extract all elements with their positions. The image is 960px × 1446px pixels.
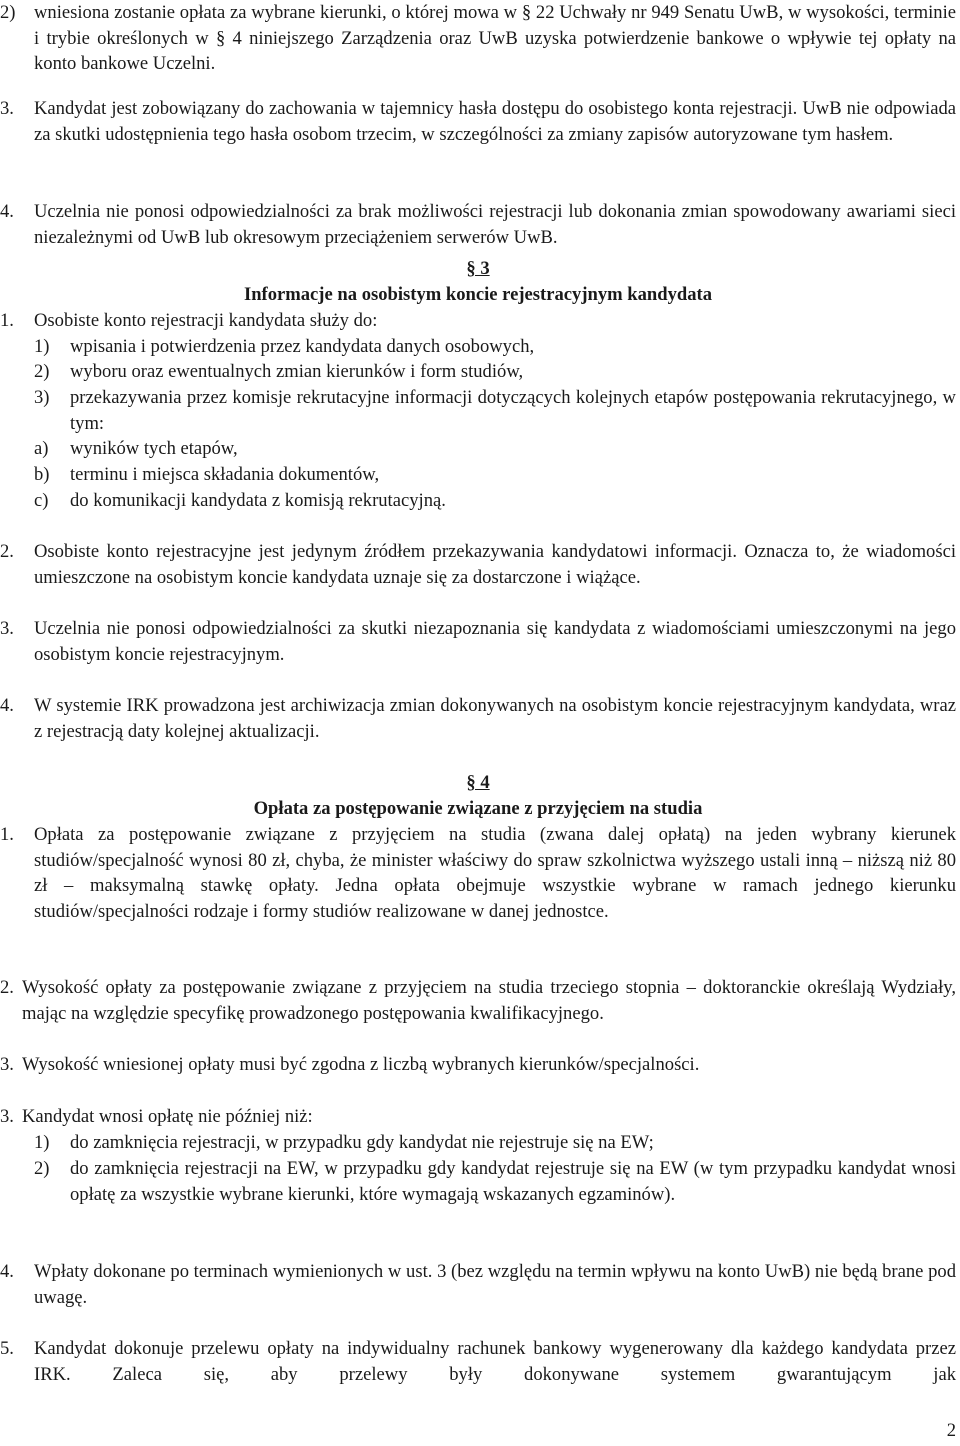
item-text: wyników tych etapów, [70,438,238,459]
paragraph [0,199,956,250]
list-item [34,1156,956,1207]
paragraph [0,1052,956,1078]
list-item [0,0,956,77]
item-number: 1) [34,1132,50,1153]
paragraph [0,693,956,744]
paragraph-text: Wpłaty dokonane po terminach wymienionych w ust. 3 (bez względu na termin wpływu na konto UwB) nie będą brane pod uwagę. [34,1261,956,1308]
paragraph-number: 3. [0,98,14,119]
item-text: do komunikacji kandydata z komisją rekrutacyjną. [70,490,446,511]
paragraph-number: 4. [0,1261,14,1282]
paragraph-number: 3. [0,1106,14,1127]
paragraph-number: 2. [0,977,14,998]
paragraph-text: Opłata za postępowanie związane z przyjęciem na studia (zwana dalej opłatą) na jeden wybrany kierunek studiów/specjalność wynosi 80 zł, chyba, że minister właściwy do spraw szkolnictwa wyższego ustali inną – niższą niż 80 zł – maksymalną stawkę opłaty. Jedna opłata obejmuje wszystkie wybrane w ramach jednego kierunku studiów/specjalności rodzaje i formy studiów realizowane w danej jednostce. [34,824,956,922]
section-title: Opłata za postępowanie związane z przyjęciem na studia [253,798,703,819]
paragraph [0,308,956,334]
paragraph-text: Uczelnia nie ponosi odpowiedzialności za brak możliwości rejestracji lub dokonania zmian spowodowany awariami sieci niezależnymi od UwB lub okresowym przeciążeniem serwerów UwB. [34,201,956,248]
paragraph-text: Kandydat dokonuje przelewu opłaty na indywidualny rachunek bankowy wygenerowany dla każdego kandydata przez IRK. Zaleca się, aby przelewy były dokonywane systemem gwarantującym jak [34,1338,956,1385]
item-text: wniesiona zostanie opłata za wybrane kierunki, o której mowa w § 22 Uchwały nr 949 Senatu UwB, w wysokości, terminie i trybie określonych w § 4 niniejszego Zarządzenia oraz UwB uzyska potwierdzenie bankowe o wpływie tej opłaty na konto bankowe Uczelni. [34,2,956,75]
paragraph [0,539,956,590]
item-text: wyboru oraz ewentualnych zmian kierunków i form studiów, [70,361,524,382]
paragraph [0,1104,956,1130]
paragraph [0,1336,956,1387]
paragraph-text: Osobiste konto rejestracyjne jest jedynym źródłem przekazywania kandydatowi informacji. Oznacza to, że wiadomości umieszczone na osobistym koncie kandydata uznaje się za dostarczone i wiążące. [34,541,956,588]
list-item [34,334,956,360]
list-item [34,359,956,385]
paragraph-text: Kandydat jest zobowiązany do zachowania w tajemnicy hasła dostępu do osobistego konta rejestracji. UwB nie odpowiada za skutki udostępnienia tego hasła osobom trzecim, w szczególności za zmiany zapisów autoryzowane tym hasłem. [34,98,956,145]
item-letter: b) [34,464,50,485]
paragraph-number: 3. [0,1054,14,1075]
list-item [34,1130,956,1156]
paragraph-text: Wysokość wniesionej opłaty musi być zgodna z liczbą wybranych kierunków/specjalności. [22,1054,700,1075]
item-letter: a) [34,438,49,459]
item-text: do zamknięcia rejestracji na EW, w przypadku gdy kandydat rejestruje się na EW (w tym przypadku kandydat wnosi opłatę za wszystkie wybrane kierunki, które wymagają wskazanych egzaminów). [70,1158,956,1205]
item-number: 2) [0,2,16,23]
section-mark: § 4 [466,772,490,793]
item-letter: c) [34,490,49,511]
paragraph [0,96,956,147]
paragraph-number: 1. [0,310,14,331]
item-number: 1) [34,336,50,357]
paragraph-text: Wysokość opłaty za postępowanie związane z przyjęciem na studia trzeciego stopnia – doktoranckie określają Wydziały, mając na względzie specyfikę prowadzonego postępowania kwalifikacyjnego. [22,977,956,1024]
paragraph-text: W systemie IRK prowadzona jest archiwizacja zmian dokonywanych na osobistym koncie rejestracyjnym kandydata, wraz z rejestracją daty kolejnej aktualizacji. [34,695,956,742]
paragraph-text: Kandydat wnosi opłatę nie później niż: [22,1106,313,1127]
paragraph-number: 3. [0,618,14,639]
paragraph [0,1259,956,1310]
paragraph [0,616,956,667]
paragraph-text: Uczelnia nie ponosi odpowiedzialności za skutki niezapoznania się kandydata z wiadomościami umieszczonymi na jego osobistym koncie rejestracyjnym. [34,618,956,665]
paragraph-text: Osobiste konto rejestracji kandydata służy do: [34,310,378,331]
item-number: 2) [34,1158,50,1179]
list-item [34,488,956,514]
item-text: terminu i miejsca składania dokumentów, [70,464,380,485]
paragraph [0,822,956,924]
paragraph [0,975,956,1026]
paragraph-number: 5. [0,1338,14,1359]
list-item [34,462,956,488]
section-mark: § 3 [466,258,490,279]
item-text: do zamknięcia rejestracji, w przypadku gdy kandydat nie rejestruje się na EW; [70,1132,654,1153]
page-number: 2 [946,1420,956,1441]
list-item [34,385,956,436]
item-text: wpisania i potwierdzenia przez kandydata danych osobowych, [70,336,535,357]
paragraph-number: 1. [0,824,14,845]
item-number: 3) [34,387,50,408]
paragraph-number: 2. [0,541,14,562]
list-item [34,436,956,462]
paragraph-number: 4. [0,695,14,716]
paragraph-number: 4. [0,201,14,222]
item-text: przekazywania przez komisje rekrutacyjne informacji dotyczących kolejnych etapów postępowania rekrutacyjnego, w tym: [70,387,956,434]
item-number: 2) [34,361,50,382]
section-title: Informacje na osobistym koncie rejestracyjnym kandydata [243,284,713,305]
